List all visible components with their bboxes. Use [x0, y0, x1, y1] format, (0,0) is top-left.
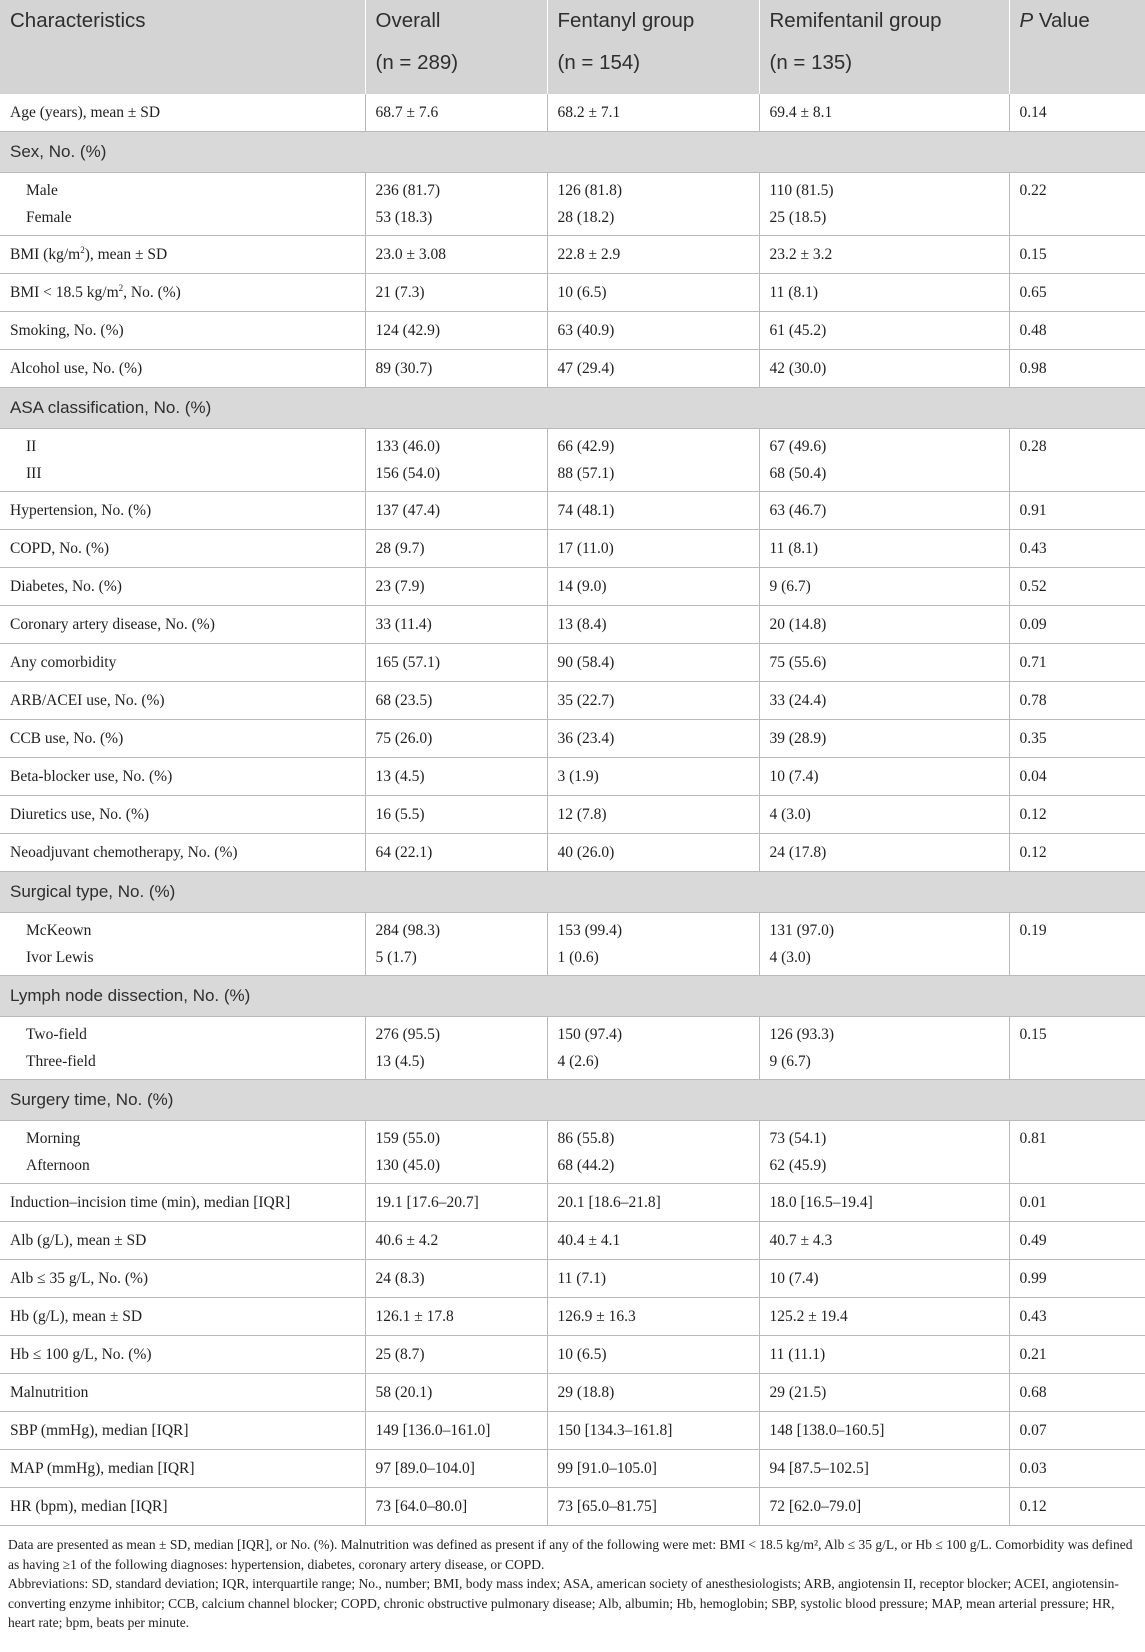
cell-p-value: 0.04: [1009, 758, 1145, 796]
cell-p-value: 0.71: [1009, 644, 1145, 682]
cell-fentanyl: 3 (1.9): [547, 758, 759, 796]
cell-overall: 126.1 ± 17.8: [365, 1298, 547, 1336]
header-n-row: [0, 42, 1145, 94]
cell-overall: 19.1 [17.6–20.7]: [365, 1184, 547, 1222]
row-label: Beta-blocker use, No. (%): [0, 758, 365, 796]
section-label: Sex, No. (%): [0, 132, 1145, 173]
cell-overall: 21 (7.3): [365, 274, 547, 312]
cell-overall: 284 (98.3) 5 (1.7): [365, 913, 547, 976]
header-n-remifentanil: (n = 135): [759, 42, 1009, 94]
table-row: [0, 1260, 1145, 1298]
table-row: [0, 1298, 1145, 1336]
table-row: [0, 758, 1145, 796]
cell-fentanyl: 20.1 [18.6–21.8]: [547, 1184, 759, 1222]
cell-fentanyl: 12 (7.8): [547, 796, 759, 834]
row-label: Any comorbidity: [0, 644, 365, 682]
cell-remifentanil: 10 (7.4): [759, 758, 1009, 796]
cell-overall: 73 [64.0–80.0]: [365, 1488, 547, 1526]
cell-fentanyl: 36 (23.4): [547, 720, 759, 758]
cell-remifentanil: 9 (6.7): [759, 568, 1009, 606]
cell-remifentanil: 72 [62.0–79.0]: [759, 1488, 1009, 1526]
cell-p-value: 0.48: [1009, 312, 1145, 350]
cell-remifentanil: 29 (21.5): [759, 1374, 1009, 1412]
cell-p-value: 0.09: [1009, 606, 1145, 644]
row-label: Hb (g/L), mean ± SD: [0, 1298, 365, 1336]
cell-p-value: 0.07: [1009, 1412, 1145, 1450]
table-row: [0, 720, 1145, 758]
row-label: McKeown Ivor Lewis: [0, 913, 365, 976]
cell-fentanyl: 63 (40.9): [547, 312, 759, 350]
cell-p-value: 0.12: [1009, 834, 1145, 872]
row-label: Hb ≤ 100 g/L, No. (%): [0, 1336, 365, 1374]
cell-p-value: 0.01: [1009, 1184, 1145, 1222]
row-label: Malnutrition: [0, 1374, 365, 1412]
row-label: Diabetes, No. (%): [0, 568, 365, 606]
cell-p-value: 0.99: [1009, 1260, 1145, 1298]
cell-remifentanil: 126 (93.3) 9 (6.7): [759, 1017, 1009, 1080]
cell-overall: 165 (57.1): [365, 644, 547, 682]
row-label: ARB/ACEI use, No. (%): [0, 682, 365, 720]
cell-fentanyl: 86 (55.8) 68 (44.2): [547, 1121, 759, 1184]
cell-remifentanil: 73 (54.1) 62 (45.9): [759, 1121, 1009, 1184]
cell-remifentanil: 42 (30.0): [759, 350, 1009, 388]
row-label: Smoking, No. (%): [0, 312, 365, 350]
cell-fentanyl: 13 (8.4): [547, 606, 759, 644]
table-row: [0, 1017, 1145, 1080]
section-row: [0, 976, 1145, 1017]
row-label: CCB use, No. (%): [0, 720, 365, 758]
row-label: Male Female: [0, 173, 365, 236]
cell-remifentanil: 125.2 ± 19.4: [759, 1298, 1009, 1336]
cell-p-value: 0.28: [1009, 429, 1145, 492]
cell-p-value: 0.52: [1009, 568, 1145, 606]
cell-fentanyl: 35 (22.7): [547, 682, 759, 720]
section-label: Lymph node dissection, No. (%): [0, 976, 1145, 1017]
table-row: [0, 796, 1145, 834]
cell-remifentanil: 39 (28.9): [759, 720, 1009, 758]
cell-fentanyl: 153 (99.4) 1 (0.6): [547, 913, 759, 976]
cell-remifentanil: 11 (8.1): [759, 274, 1009, 312]
section-label: Surgery time, No. (%): [0, 1080, 1145, 1121]
table-header: [0, 0, 1145, 94]
cell-remifentanil: 61 (45.2): [759, 312, 1009, 350]
cell-overall: 16 (5.5): [365, 796, 547, 834]
table-row: [0, 1336, 1145, 1374]
cell-p-value: 0.15: [1009, 236, 1145, 274]
cell-remifentanil: 69.4 ± 8.1: [759, 94, 1009, 132]
cell-overall: 124 (42.9): [365, 312, 547, 350]
cell-overall: 89 (30.7): [365, 350, 547, 388]
cell-fentanyl: 10 (6.5): [547, 1336, 759, 1374]
cell-remifentanil: 94 [87.5–102.5]: [759, 1450, 1009, 1488]
cell-overall: 149 [136.0–161.0]: [365, 1412, 547, 1450]
table-row: [0, 834, 1145, 872]
cell-overall: 64 (22.1): [365, 834, 547, 872]
cell-p-value: 0.22: [1009, 173, 1145, 236]
cell-remifentanil: 4 (3.0): [759, 796, 1009, 834]
cell-overall: 28 (9.7): [365, 530, 547, 568]
cell-fentanyl: 73 [65.0–81.75]: [547, 1488, 759, 1526]
cell-overall: 68 (23.5): [365, 682, 547, 720]
cell-overall: 13 (4.5): [365, 758, 547, 796]
cell-p-value: 0.49: [1009, 1222, 1145, 1260]
header-p-value: [1009, 0, 1145, 42]
row-label: II III: [0, 429, 365, 492]
table-row: [0, 173, 1145, 236]
cell-overall: 33 (11.4): [365, 606, 547, 644]
cell-remifentanil: 11 (8.1): [759, 530, 1009, 568]
cell-remifentanil: 67 (49.6) 68 (50.4): [759, 429, 1009, 492]
cell-fentanyl: 150 [134.3–161.8]: [547, 1412, 759, 1450]
header-n-overall: (n = 289): [365, 42, 547, 94]
row-label: Age (years), mean ± SD: [0, 94, 365, 132]
cell-remifentanil: 10 (7.4): [759, 1260, 1009, 1298]
cell-fentanyl: 150 (97.4) 4 (2.6): [547, 1017, 759, 1080]
table-row: [0, 492, 1145, 530]
table-row: [0, 1374, 1145, 1412]
row-label: Coronary artery disease, No. (%): [0, 606, 365, 644]
table-row: [0, 274, 1145, 312]
cell-remifentanil: 18.0 [16.5–19.4]: [759, 1184, 1009, 1222]
cell-overall: 23.0 ± 3.08: [365, 236, 547, 274]
cell-p-value: 0.03: [1009, 1450, 1145, 1488]
header-characteristics: Characteristics: [0, 0, 365, 42]
cell-p-value: 0.98: [1009, 350, 1145, 388]
cell-p-value: 0.12: [1009, 1488, 1145, 1526]
table-row: [0, 350, 1145, 388]
table-row: [0, 568, 1145, 606]
row-label: BMI < 18.5 $kg/m^2$, No. (%): [0, 274, 365, 312]
cell-fentanyl: 126.9 ± 16.3: [547, 1298, 759, 1336]
row-label: MAP (mmHg), median [IQR]: [0, 1450, 365, 1488]
header-row: [0, 0, 1145, 42]
row-label: HR (bpm), median [IQR]: [0, 1488, 365, 1526]
cell-fentanyl: 99 [91.0–105.0]: [547, 1450, 759, 1488]
cell-fentanyl: 66 (42.9) 88 (57.1): [547, 429, 759, 492]
cell-overall: 25 (8.7): [365, 1336, 547, 1374]
cell-fentanyl: 10 (6.5): [547, 274, 759, 312]
section-row: [0, 872, 1145, 913]
header-overall: Overall: [365, 0, 547, 42]
table-row: [0, 1450, 1145, 1488]
cell-remifentanil: 33 (24.4): [759, 682, 1009, 720]
cell-p-value: 0.91: [1009, 492, 1145, 530]
table-row: [0, 312, 1145, 350]
cell-remifentanil: 20 (14.8): [759, 606, 1009, 644]
cell-fentanyl: 14 (9.0): [547, 568, 759, 606]
cell-p-value: 0.43: [1009, 530, 1145, 568]
cell-p-value: 0.14: [1009, 94, 1145, 132]
cell-p-value: 0.15: [1009, 1017, 1145, 1080]
cell-overall: 137 (47.4): [365, 492, 547, 530]
table-row: [0, 429, 1145, 492]
section-row: [0, 1080, 1145, 1121]
cell-p-value: 0.78: [1009, 682, 1145, 720]
cell-fentanyl: 40 (26.0): [547, 834, 759, 872]
cell-remifentanil: 63 (46.7): [759, 492, 1009, 530]
footnote-data-definition: Data are presented as mean ± SD, median [IQR], or No. (%). Malnutrition was defined as present if any of the following were met: BMI < 18.5 kg/m², Alb ≤ 35 g/L, or Hb ≤ 100 g/L. Comorbidity was defined as having ≥1 of the following diagnoses: hypertension, diabetes, coronary artery disease, or COPD.: [8, 1537, 1133, 1572]
table-row: [0, 606, 1145, 644]
section-label: Surgical type, No. (%): [0, 872, 1145, 913]
table-row: [0, 530, 1145, 568]
cell-p-value: 0.81: [1009, 1121, 1145, 1184]
cell-p-value: 0.19: [1009, 913, 1145, 976]
header-n-fentanyl: (n = 154): [547, 42, 759, 94]
header-remifentanil: Remifentanil group: [759, 0, 1009, 42]
cell-overall: 276 (95.5) 13 (4.5): [365, 1017, 547, 1080]
section-label: ASA classification, No. (%): [0, 388, 1145, 429]
row-label: COPD, No. (%): [0, 530, 365, 568]
cell-remifentanil: 131 (97.0) 4 (3.0): [759, 913, 1009, 976]
cell-overall: 24 (8.3): [365, 1260, 547, 1298]
row-label: Neoadjuvant chemotherapy, No. (%): [0, 834, 365, 872]
cell-remifentanil: 110 (81.5) 25 (18.5): [759, 173, 1009, 236]
row-label: Induction–incision time (min), median [IQR]: [0, 1184, 365, 1222]
table-body: [0, 94, 1145, 1526]
cell-overall: 97 [89.0–104.0]: [365, 1450, 547, 1488]
row-label: Two-field Three-field: [0, 1017, 365, 1080]
cell-remifentanil: 11 (11.1): [759, 1336, 1009, 1374]
footnote-abbreviations: Abbreviations: SD, standard deviation; IQR, interquartile range; No., number; BMI, body mass index; ASA, american society of anesthesiologists; ARB, angiotensin II, receptor blocker; ACEI, angiotensin-converting enzyme inhibitor; CCB, calcium channel blocker; COPD, chronic obstructive pulmonary disease; Alb, albumin; Hb, hemoglobin; SBP, systolic blood pressure; MAP, mean arterial pressure; HR, heart rate; bpm, beats per minute.: [8, 1576, 1119, 1631]
row-label: SBP (mmHg), median [IQR]: [0, 1412, 365, 1450]
cell-overall: 68.7 ± 7.6: [365, 94, 547, 132]
cell-remifentanil: 24 (17.8): [759, 834, 1009, 872]
table-row: [0, 94, 1145, 132]
row-label: Alcohol use, No. (%): [0, 350, 365, 388]
p-italic: P: [1019, 9, 1034, 32]
cell-fentanyl: 90 (58.4): [547, 644, 759, 682]
table-footnotes: [0, 1526, 1145, 1633]
p-value-label: Value: [1033, 9, 1090, 32]
cell-p-value: 0.65: [1009, 274, 1145, 312]
cell-overall: 58 (20.1): [365, 1374, 547, 1412]
cell-overall: 133 (46.0) 156 (54.0): [365, 429, 547, 492]
section-row: [0, 132, 1145, 173]
row-label: Hypertension, No. (%): [0, 492, 365, 530]
section-row: [0, 388, 1145, 429]
table-row: [0, 913, 1145, 976]
row-label: Alb (g/L), mean ± SD: [0, 1222, 365, 1260]
cell-p-value: 0.68: [1009, 1374, 1145, 1412]
cell-fentanyl: 29 (18.8): [547, 1374, 759, 1412]
cell-fentanyl: 126 (81.8) 28 (18.2): [547, 173, 759, 236]
cell-overall: 236 (81.7) 53 (18.3): [365, 173, 547, 236]
cell-p-value: 0.12: [1009, 796, 1145, 834]
cell-fentanyl: 40.4 ± 4.1: [547, 1222, 759, 1260]
row-label: Alb ≤ 35 g/L, No. (%): [0, 1260, 365, 1298]
cell-p-value: 0.35: [1009, 720, 1145, 758]
cell-remifentanil: 148 [138.0–160.5]: [759, 1412, 1009, 1450]
cell-remifentanil: 40.7 ± 4.3: [759, 1222, 1009, 1260]
cell-fentanyl: 22.8 ± 2.9: [547, 236, 759, 274]
cell-overall: 75 (26.0): [365, 720, 547, 758]
cell-fentanyl: 17 (11.0): [547, 530, 759, 568]
row-label: Morning Afternoon: [0, 1121, 365, 1184]
header-fentanyl: Fentanyl group: [547, 0, 759, 42]
row-label: Diuretics use, No. (%): [0, 796, 365, 834]
table-row: [0, 1184, 1145, 1222]
table-row: [0, 1121, 1145, 1184]
table-row: [0, 1412, 1145, 1450]
row-label: BMI $(kg/m^2)$, mean ± SD: [0, 236, 365, 274]
table-row: [0, 1222, 1145, 1260]
cell-p-value: 0.43: [1009, 1298, 1145, 1336]
table-row: [0, 1488, 1145, 1526]
cell-overall: 40.6 ± 4.2: [365, 1222, 547, 1260]
cell-remifentanil: 75 (55.6): [759, 644, 1009, 682]
cell-overall: 23 (7.9): [365, 568, 547, 606]
cell-overall: 159 (55.0) 130 (45.0): [365, 1121, 547, 1184]
cell-fentanyl: 47 (29.4): [547, 350, 759, 388]
cell-p-value: 0.21: [1009, 1336, 1145, 1374]
cell-fentanyl: 68.2 ± 7.1: [547, 94, 759, 132]
cell-fentanyl: 11 (7.1): [547, 1260, 759, 1298]
table-row: [0, 236, 1145, 274]
table-row: [0, 644, 1145, 682]
cell-fentanyl: 74 (48.1): [547, 492, 759, 530]
cell-remifentanil: 23.2 ± 3.2: [759, 236, 1009, 274]
table-row: [0, 682, 1145, 720]
